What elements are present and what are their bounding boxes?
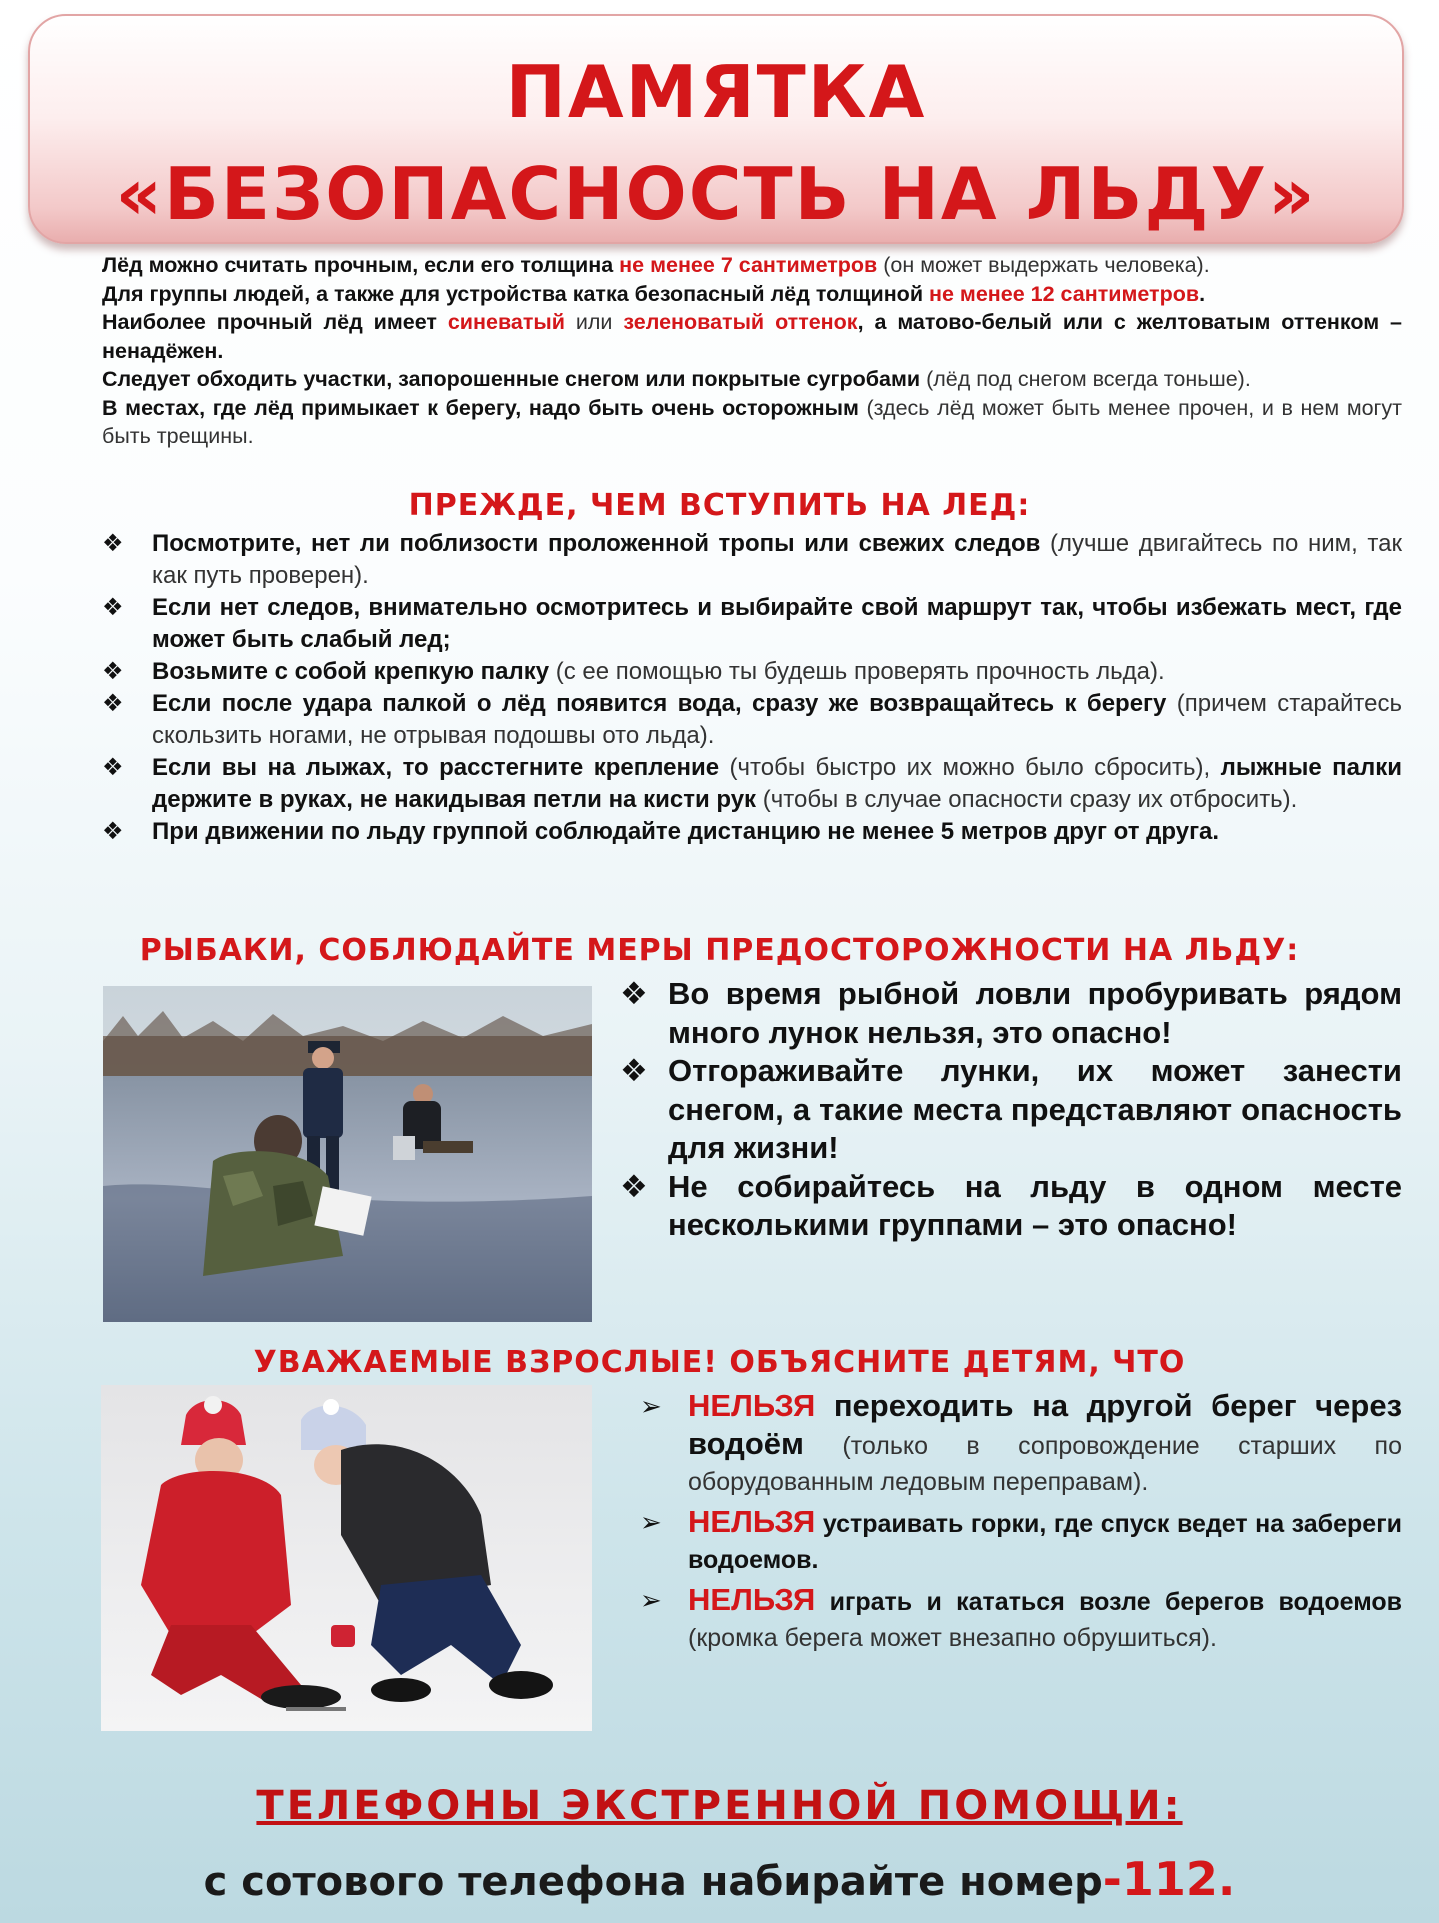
list-item [640, 1582, 1402, 1656]
fishermen-photo [103, 986, 592, 1322]
text-segment: , а матово-белый или с желтоватым оттенком – ненадёжен. [102, 310, 1402, 363]
text-segment: Наиболее прочный лёд имеет [102, 310, 448, 334]
list-item [102, 688, 1402, 752]
list-item [102, 752, 1402, 816]
list-item [620, 1052, 1402, 1168]
list-item [102, 816, 1402, 848]
list-item-text: Не собирайтесь на льду в одном месте несколькими группами – это опасно! [668, 1168, 1402, 1242]
text-segment: переходить на другой берег через водоём [688, 1388, 1402, 1461]
diamond-bullet-icon: ❖ [620, 1168, 648, 1204]
diamond-bullet-icon: ❖ [620, 976, 648, 1011]
text-segment: играть и кататься возле берегов водоемов [815, 1588, 1402, 1616]
children-list [640, 1388, 1402, 1660]
text-segment: (здесь лёд может быть менее прочен, и в нем могут быть трещины. [102, 395, 1402, 448]
list-item [102, 656, 1402, 688]
text-segment: (чтобы в случае опасности сразу их отбросить). [756, 786, 1298, 813]
text-segment: Если после удара палкой о лёд появится вода, сразу же возвращайтесь к берегу [152, 690, 1167, 717]
intro-paragraph [102, 280, 1402, 309]
call-text: с сотового телефона набирайте номер [203, 1859, 1103, 1905]
intro-paragraph [102, 394, 1402, 451]
diamond-bullet-icon: ❖ [102, 690, 124, 717]
text-segment: Если нет следов, внимательно осмотритесь и выбирайте свой маршрут так, чтобы избежать мест, где может быть слабый лед; [152, 594, 1402, 653]
text-segment: или [564, 310, 624, 334]
text-segment: (только в сопровождение старших по оборудованным ледовым переправам). [688, 1432, 1402, 1496]
highlight-text: синеватый [447, 310, 565, 334]
text-segment: Если вы на лыжах, то расстегните крепление [152, 754, 720, 781]
list-item [640, 1504, 1402, 1578]
text-segment: (он может выдержать человека). [877, 253, 1210, 277]
list-item [102, 592, 1402, 656]
before-ice-list [102, 528, 1402, 848]
highlight-text: не менее 12 сантиметров [929, 281, 1200, 306]
emergency-phones-heading: ТЕЛЕФОНЫ ЭКСТРЕННОЙ ПОМОЩИ: [256, 1783, 1183, 1829]
title-line-2: «БЕЗОПАСНОСТЬ НА ЛЬДУ» [115, 152, 1317, 236]
text-segment: лыжные палки держите в руках, не накидывая петли на кисти рук [152, 754, 1403, 813]
text-segment: Следует обходить участки, запорошенные снегом или покрытые сугробами [102, 367, 921, 391]
intro-paragraph [102, 308, 1402, 365]
emergency-call-line [0, 1852, 1439, 1906]
highlight-text: не менее 7 сантиметров [619, 253, 878, 277]
text-segment: Возьмите с собой крепкую палку [152, 658, 550, 685]
diamond-bullet-icon: ❖ [102, 658, 124, 685]
highlight-text: НЕЛЬЗЯ [688, 1582, 816, 1617]
text-segment: Лёд можно считать прочным, если его толщина [102, 253, 620, 277]
text-segment: (причем старайтесь скользить ногами, не отрывая подошвы ото льда). [152, 690, 1402, 749]
text-segment: В местах, где лёд примыкает к берегу, надо быть очень осторожным [102, 395, 859, 420]
section-heading-fishermen: РЫБАКИ, СОБЛЮДАЙТЕ МЕРЫ ПРЕДОСТОРОЖНОСТИ НА ЛЬДУ: [139, 933, 1300, 968]
diamond-bullet-icon: ❖ [102, 818, 124, 845]
arrow-bullet-icon: ➢ [640, 1585, 662, 1615]
list-item-text: Отгораживайте лунки, их может занести снегом, а такие места представляют опасность для жизни! [668, 1053, 1402, 1165]
intro-paragraph [102, 365, 1402, 394]
arrow-bullet-icon: ➢ [640, 1507, 662, 1537]
emergency-number: -112. [1102, 1852, 1236, 1906]
text-segment: устраивать горки, где спуск ведет на забереги водоемов. [688, 1510, 1402, 1574]
title-banner [28, 14, 1404, 244]
list-item-text: Во время рыбной ловли пробуривать рядом много лунок нельзя, это опасно! [668, 976, 1402, 1050]
text-segment: (чтобы быстро их можно было сбросить), [719, 754, 1221, 781]
highlight-text: НЕЛЬЗЯ [688, 1504, 816, 1539]
text-segment: (с ее помощью ты будешь проверять прочность льда). [549, 658, 1165, 685]
arrow-bullet-icon: ➢ [640, 1391, 662, 1421]
section-heading-children: УВАЖАЕМЫЕ ВЗРОСЛЫЕ! ОБЪЯСНИТЕ ДЕТЯМ, ЧТО [253, 1345, 1186, 1380]
diamond-bullet-icon: ❖ [102, 530, 124, 557]
list-item [102, 528, 1402, 592]
list-item [620, 1168, 1402, 1245]
diamond-bullet-icon: ❖ [102, 754, 124, 781]
children-photo [101, 1385, 592, 1731]
intro-text [102, 251, 1402, 451]
list-item [620, 975, 1402, 1052]
text-segment: При движении по льду группой соблюдайте дистанцию не менее 5 метров друг от друга. [152, 818, 1220, 845]
text-segment: (лучше двигайтесь по ним, так как путь проверен). [152, 530, 1402, 589]
title-line-1: ПАМЯТКА [505, 50, 927, 134]
section-heading-before-ice: ПРЕЖДЕ, ЧЕМ ВСТУПИТЬ НА ЛЕД: [408, 488, 1031, 523]
highlight-text: НЕЛЬЗЯ [688, 1388, 816, 1423]
highlight-text: зеленоватый оттенок [623, 310, 858, 334]
text-segment: (кромка берега может внезапно обрушиться). [688, 1624, 1217, 1652]
diamond-bullet-icon: ❖ [620, 1053, 648, 1088]
text-segment: Посмотрите, нет ли поблизости проложенной тропы или свежих следов [152, 530, 1041, 557]
text-segment: (лёд под снегом всегда тоньше). [920, 367, 1251, 391]
diamond-bullet-icon: ❖ [102, 594, 124, 621]
fishermen-list [620, 975, 1402, 1245]
intro-paragraph [102, 251, 1402, 280]
text-segment: Для группы людей, а также для устройства катка безопасный лёд толщиной [102, 281, 930, 306]
text-segment: . [1199, 281, 1206, 306]
list-item [640, 1388, 1402, 1500]
